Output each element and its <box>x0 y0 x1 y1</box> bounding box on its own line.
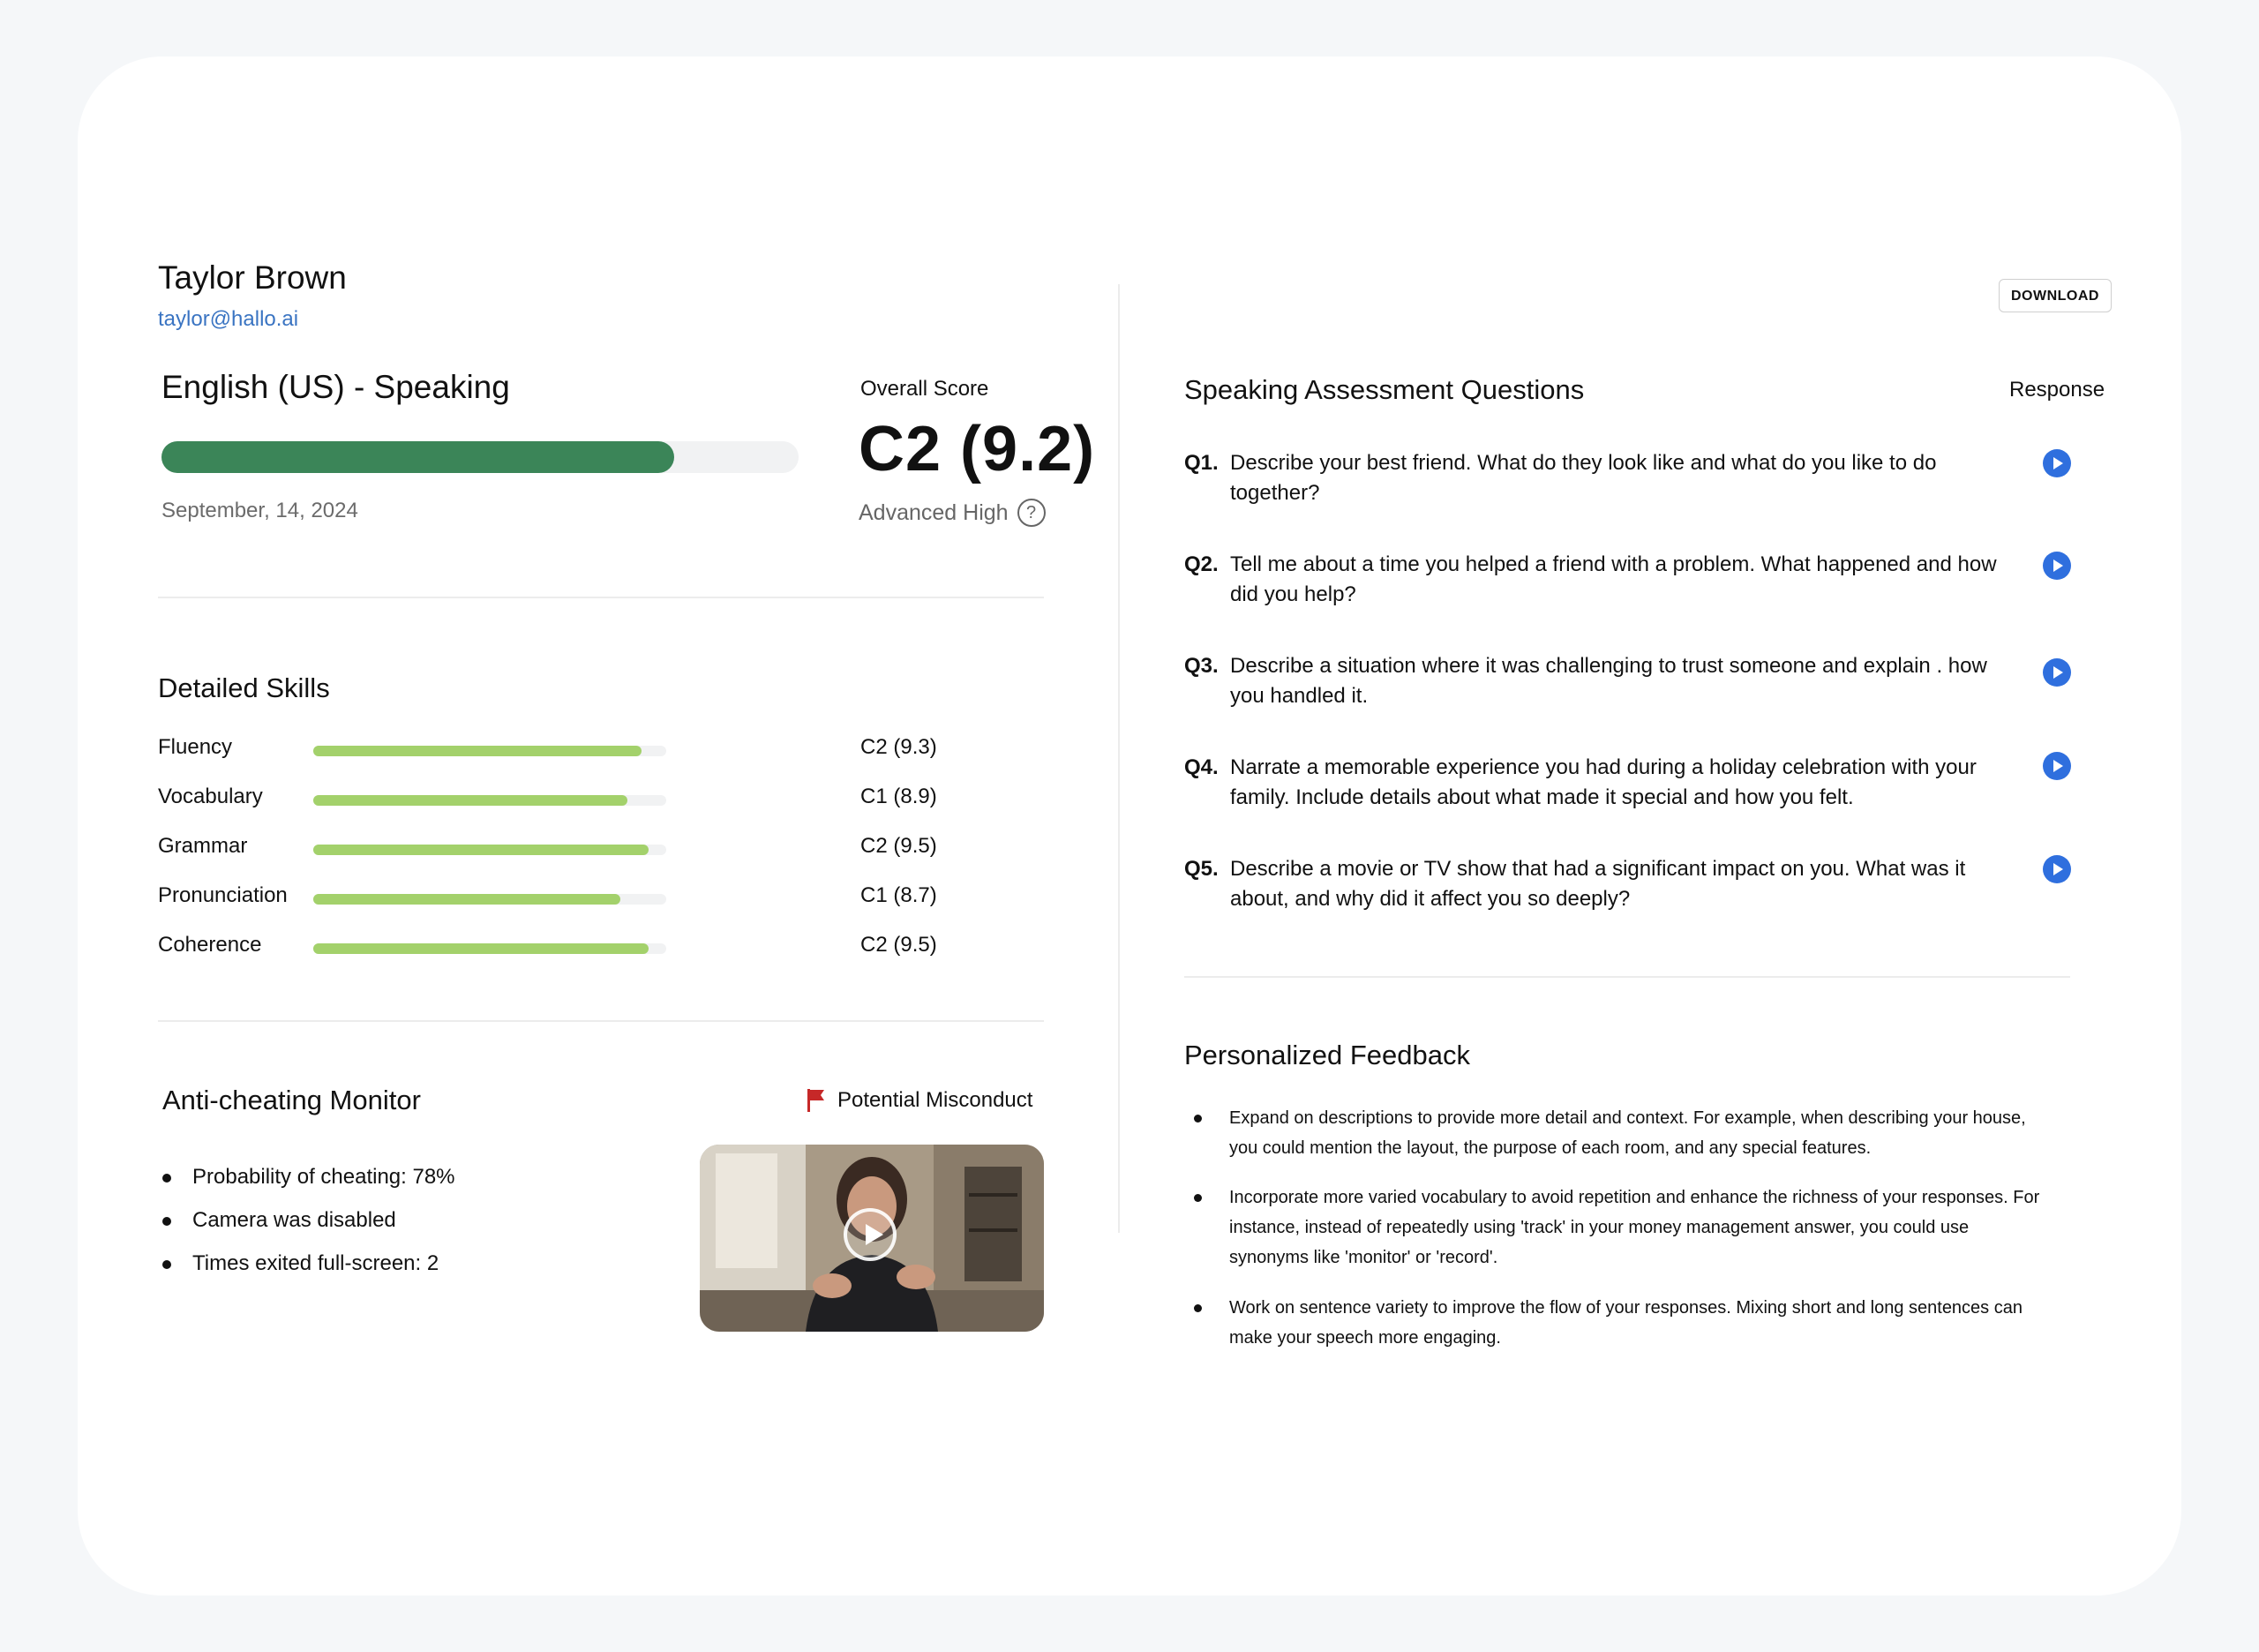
course-title: English (US) - Speaking <box>161 369 510 405</box>
feedback-title: Personalized Feedback <box>1184 1040 1470 1070</box>
proficiency-level <box>859 499 1046 527</box>
monitor-item: Probability of cheating: 78% <box>162 1161 455 1205</box>
video-play-icon[interactable] <box>844 1208 897 1261</box>
feedback-text: Work on sentence variety to improve the flow of your responses. Mixing short and long sentences can make your speech more engaging. <box>1229 1298 2023 1348</box>
candidate-name: Taylor Brown <box>158 259 347 296</box>
question-text: Tell me about a time you helped a friend with a problem. What happened and how did you help? <box>1230 552 1997 606</box>
download-button[interactable]: DOWNLOAD <box>1999 279 2112 312</box>
skill-bar <box>313 894 666 905</box>
proctoring-video-thumbnail[interactable] <box>700 1145 1044 1332</box>
overall-progress-bar <box>161 441 799 473</box>
skill-bar <box>313 746 666 756</box>
skill-label: Pronunciation <box>158 883 288 907</box>
question-text: Describe your best friend. What do they look like and what do you like to do together? <box>1230 451 1937 505</box>
help-icon[interactable]: ? <box>1017 499 1046 527</box>
skill-bar-fill <box>313 746 642 756</box>
skill-score: C2 (9.5) <box>860 834 937 858</box>
bullet-dot <box>1194 1304 1202 1312</box>
skill-bar <box>313 795 666 806</box>
play-response-icon[interactable] <box>2043 752 2071 780</box>
skill-score: C1 (8.9) <box>860 785 937 808</box>
overall-score-value: C2 (9.2) <box>859 414 1096 484</box>
play-response-icon[interactable] <box>2043 449 2071 477</box>
question-text: Describe a situation where it was challenging to trust someone and explain . how you handled it. <box>1230 654 1987 708</box>
skills-title: Detailed Skills <box>158 672 330 703</box>
misconduct-flag <box>806 1088 1032 1113</box>
report-card <box>78 56 2181 1596</box>
skill-row <box>158 735 952 770</box>
skill-bar <box>313 943 666 954</box>
play-response-icon[interactable] <box>2043 855 2071 883</box>
skill-bar-fill <box>313 845 649 855</box>
skill-label: Coherence <box>158 933 262 957</box>
response-column-label: Response <box>2009 378 2105 402</box>
skill-label: Grammar <box>158 834 248 858</box>
flag-icon <box>806 1088 827 1113</box>
monitor-item: Times exited full-screen: 2 <box>162 1248 455 1291</box>
question-number: Q1. <box>1184 451 1219 475</box>
skill-row <box>158 933 952 968</box>
misconduct-label: Potential Misconduct <box>837 1088 1033 1112</box>
proficiency-level-label: Advanced High <box>859 499 1009 525</box>
skill-label: Fluency <box>158 735 233 759</box>
monitor-list <box>162 1161 455 1291</box>
monitor-title: Anti-cheating Monitor <box>162 1085 421 1115</box>
play-response-icon[interactable] <box>2043 552 2071 580</box>
skill-score: C1 (8.7) <box>860 883 937 907</box>
skill-row <box>158 785 952 820</box>
feedback-text: Incorporate more varied vocabulary to avoid repetition and enhance the richness of your responses. For instance, instead of repeatedly using 'track' in your money management answer, you could use synonyms like 'monitor' or 'record'. <box>1229 1188 2040 1267</box>
skill-score: C2 (9.3) <box>860 735 937 759</box>
question-text: Narrate a memorable experience you had during a holiday celebration with your family. Include details about what made it special and how you felt. <box>1230 755 1977 809</box>
feedback-text: Expand on descriptions to provide more detail and context. For example, when describing your house, you could mention the layout, the purpose of each room, and any special features. <box>1229 1108 2026 1158</box>
question-number: Q5. <box>1184 857 1219 881</box>
skill-row <box>158 883 952 919</box>
skill-bar <box>313 845 666 855</box>
skill-bar-fill <box>313 943 649 954</box>
candidate-email-link[interactable]: taylor@hallo.ai <box>158 307 299 331</box>
bullet-dot <box>1194 1115 1202 1123</box>
bullet-dot <box>1194 1194 1202 1202</box>
column-divider <box>1118 284 1120 1233</box>
skill-row <box>158 834 952 869</box>
questions-title: Speaking Assessment Questions <box>1184 374 1585 405</box>
skill-label: Vocabulary <box>158 785 263 808</box>
question-number: Q3. <box>1184 654 1219 678</box>
section-divider <box>158 597 1044 598</box>
monitor-item: Camera was disabled <box>162 1205 455 1248</box>
section-divider <box>1184 976 2070 978</box>
question-number: Q4. <box>1184 755 1219 779</box>
overall-score-label: Overall Score <box>860 377 989 401</box>
assessment-date: September, 14, 2024 <box>161 499 358 522</box>
question-text: Describe a movie or TV show that had a significant impact on you. What was it about, and why did it affect you so deeply? <box>1230 857 1966 911</box>
play-response-icon[interactable] <box>2043 658 2071 687</box>
question-number: Q2. <box>1184 552 1219 576</box>
overall-progress-fill <box>161 441 674 473</box>
section-divider <box>158 1020 1044 1022</box>
skill-score: C2 (9.5) <box>860 933 937 957</box>
skill-bar-fill <box>313 795 627 806</box>
skill-bar-fill <box>313 894 620 905</box>
